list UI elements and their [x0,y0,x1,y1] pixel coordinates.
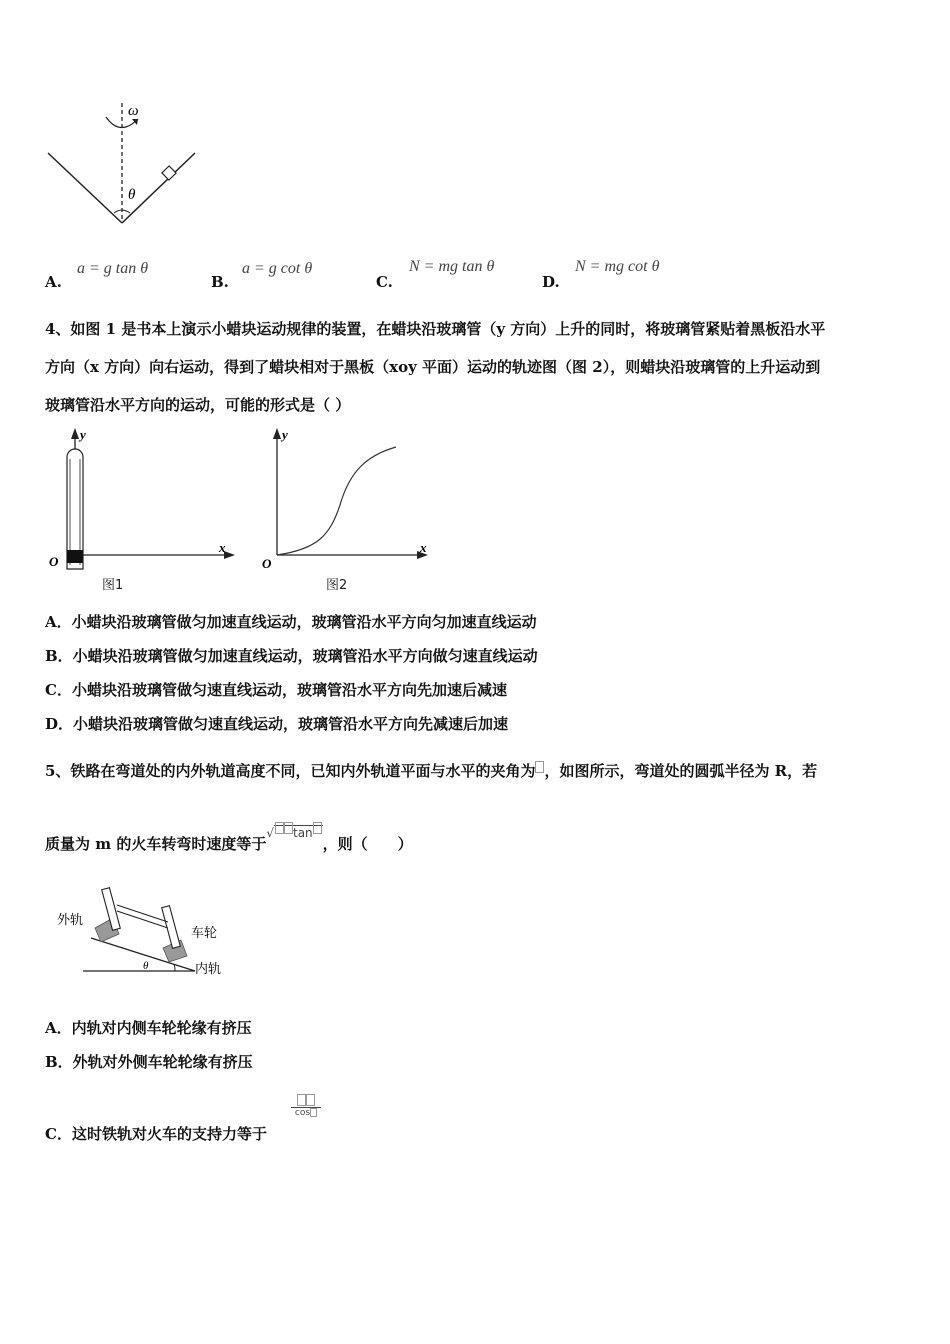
q5-line2-part-b: ，则（ ） [322,835,413,853]
theta-label: θ [128,187,136,203]
fig2-axis-y: y [282,427,288,442]
option-letter: B. [211,273,229,291]
option-letter: D. [542,273,560,291]
fig1-origin: O [49,554,59,569]
q3-cone-figure [40,95,210,235]
q4-option-d[interactable]: D．小蜡块沿玻璃管做匀速直线运动，玻璃管沿水平方向先减速后加速 [45,715,509,733]
q5-option-c-text: C．这时铁轨对火车的支持力等于 [45,1125,267,1143]
q4-figure-1 [45,425,240,570]
fig2-axis-x: x [420,540,427,555]
q5-option-a[interactable]: A．内轨对内侧车轮轮缘有挤压 [45,1019,252,1037]
fig-outer-rail-label: 外轨 [57,912,84,927]
q5-line1-part-b: ，如图所示，弯道处的圆弧半径为 R，若 [544,762,818,780]
placeholder-icon [284,822,293,834]
fig-inner-rail-label: 内轨 [195,961,222,976]
q3-option-d[interactable] [542,258,702,294]
q4-figure-2-caption: 图2 [326,578,348,593]
option-formula: a = g tan θ [77,260,149,277]
q4-option-b[interactable]: B．小蜡块沿玻璃管做匀加速直线运动，玻璃管沿水平方向做匀速直线运动 [45,647,538,665]
q3-option-b[interactable] [211,258,361,294]
fig-theta-label: θ [143,960,149,972]
fig-wheel-label: 车轮 [191,925,218,940]
support-force-fraction [291,1094,321,1118]
q5-option-c[interactable] [45,1124,267,1144]
option-letter: A. [45,273,62,291]
q5-option-b[interactable]: B．外轨对外侧车轮轮缘有挤压 [45,1053,253,1071]
q5-line2-part-a: 质量为 m 的火车转弯时速度等于 [45,835,267,853]
q4-stem-line3: 玻璃管沿水平方向的运动，可能的形式是（ ） [45,396,351,414]
sqrt-tan-text: tan [292,826,313,840]
q4-option-a[interactable]: A．小蜡块沿玻璃管做匀加速直线运动，玻璃管沿水平方向匀加速直线运动 [45,613,537,631]
q5-stem-line2 [45,826,413,855]
placeholder-icon [313,822,322,834]
q5-track-figure [55,878,240,978]
q3-option-c[interactable] [376,258,536,294]
q5-stem-line1 [45,761,817,781]
q4-option-c[interactable]: C．小蜡块沿玻璃管做匀速直线运动，玻璃管沿水平方向先加速后减速 [45,681,507,699]
q4-stem-line1: 4、如图 1 是书本上演示小蜡块运动规律的装置，在蜡块沿玻璃管（y 方向）上升的同时，将玻璃管紧贴着黑板沿水平 [45,320,826,338]
placeholder-icon [297,1094,306,1106]
fig1-axis-x: x [219,540,226,555]
option-letter: C. [376,273,393,291]
fraction-denominator [291,1108,321,1118]
option-formula: a = g cot θ [242,260,313,277]
speed-formula: √ tan [266,826,322,840]
placeholder-icon [306,1094,315,1106]
q5-line1-part-a: 5、铁路在弯道处的内外轨道高度不同，已知内外轨道平面与水平的夹角为 [45,762,536,780]
placeholder-icon [275,822,284,834]
fig1-axis-y: y [80,427,86,442]
omega-label: ω [128,103,139,119]
fraction-numerator [291,1094,321,1108]
option-formula: N = mg tan θ [409,258,495,275]
fraction-cos-text: cos [294,1108,311,1118]
fig2-origin: O [262,556,272,570]
placeholder-icon [310,1108,317,1117]
q3-option-a[interactable] [45,258,195,294]
q4-figure-2 [258,425,438,570]
option-formula: N = mg cot θ [575,258,660,275]
q4-stem-line2: 方向（x 方向）向右运动，得到了蜡块相对于黑板（xoy 平面）运动的轨迹图（图 2），则蜡块沿玻璃管的上升运动到 [45,358,821,376]
q4-figure-1-caption: 图1 [102,578,124,593]
